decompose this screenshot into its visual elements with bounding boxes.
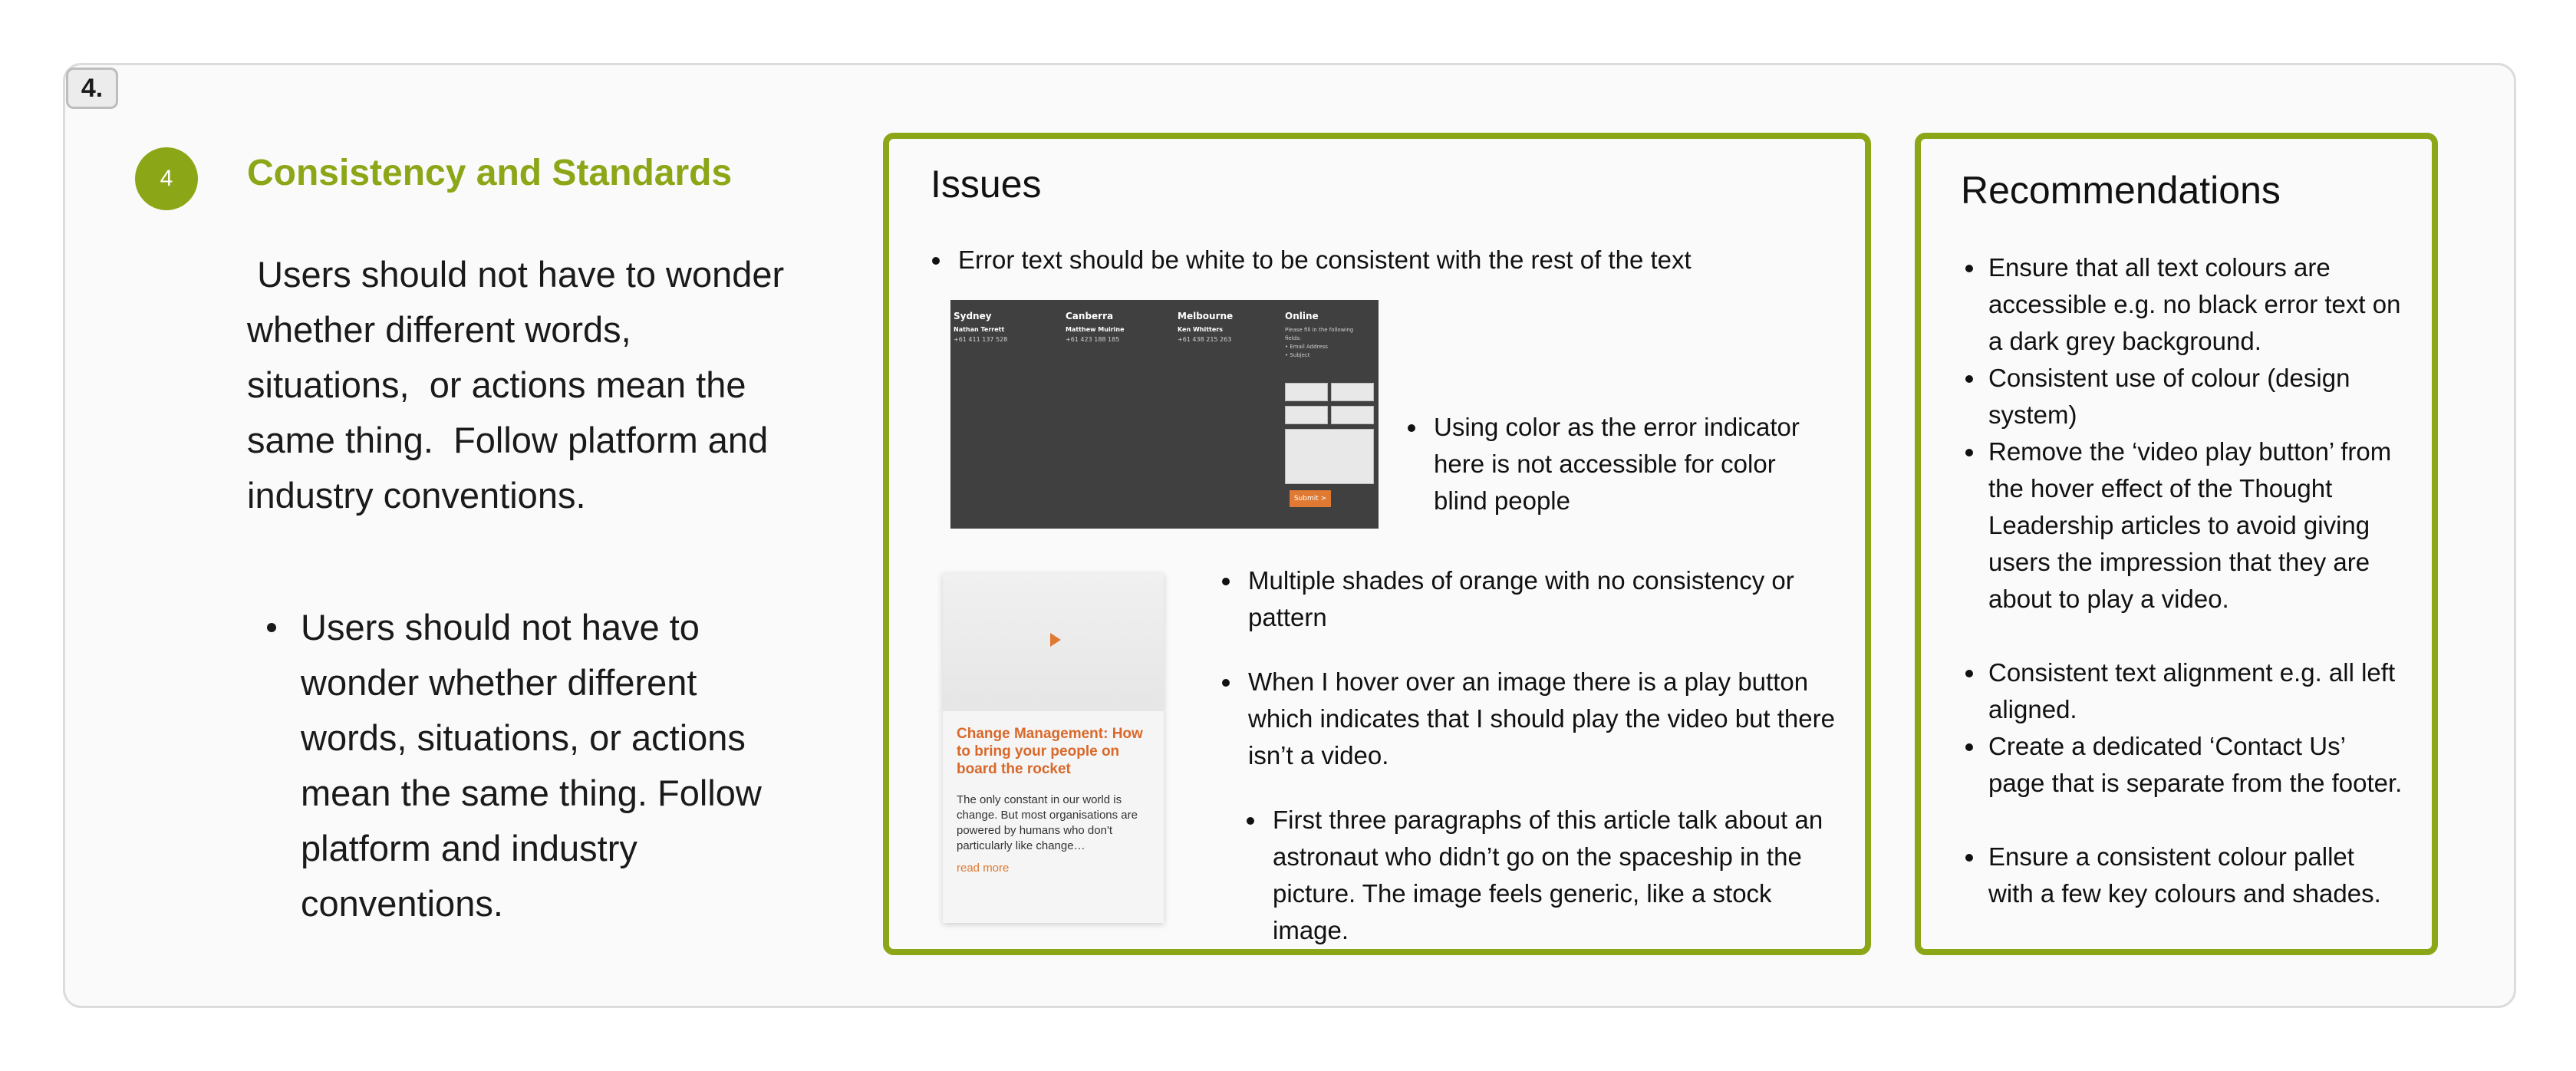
- footer-column-sydney: [954, 311, 1061, 343]
- recommendation-item: Ensure a consistent colour pallet with a few key colours and shades.: [1988, 839, 2403, 912]
- slide-number-badge: 4.: [66, 68, 118, 109]
- heuristic-number-badge: 4: [135, 147, 198, 210]
- footer-person: Nathan Terrett: [954, 326, 1005, 333]
- footer-online-title: Online: [1285, 311, 1319, 321]
- read-more-link[interactable]: read more: [957, 862, 1010, 875]
- footer-phone: +61 411 137 528: [954, 336, 1008, 343]
- issue-item: Using color as the error indicator here is not accessible for color blind people: [1434, 409, 1833, 519]
- play-icon: [1050, 633, 1061, 647]
- footer-submit-button[interactable]: Submit >: [1290, 490, 1331, 507]
- footer-online-note: Please fill in the following fields: • Email Address • Subject: [1285, 327, 1354, 358]
- footer-city: Sydney: [954, 311, 992, 321]
- issue-item: First three paragraphs of this article talk about an astronaut who didn’t go on the spaceship in the picture. The image feels generic, like a stock image.: [1273, 802, 1840, 949]
- footer-name-input[interactable]: [1285, 383, 1328, 401]
- issue-item: When I hover over an image there is a play button which indicates that I should play the video but there isn’t a video.: [1248, 664, 1839, 774]
- footer-subject-input[interactable]: [1331, 406, 1374, 424]
- footer-column-canberra: [1066, 311, 1173, 343]
- recommendation-item: Remove the ‘video play button’ from the hover effect of the Thought Leadership articles to avoid giving users the impression that they are about to play a video.: [1988, 433, 2403, 618]
- issues-panel: [883, 133, 1871, 955]
- heuristic-description: Users should not have to wonder whether different words, situations, or actions mean the same thing. Follow platform and industry conventions.: [247, 254, 805, 516]
- issues-title: Issues: [931, 163, 1042, 206]
- footer-person: Matthew Muirine: [1066, 326, 1125, 333]
- footer-person: Ken Whitters: [1178, 326, 1224, 333]
- recommendations-title: Recommendations: [1961, 169, 2281, 212]
- issue-item: Error text should be white to be consistent with the rest of the text: [958, 242, 1848, 278]
- footer-phone: +61 438 215 263: [1178, 336, 1232, 343]
- footer-screenshot: [950, 300, 1379, 529]
- footer-column-melbourne: [1178, 311, 1285, 343]
- footer-phone: +61 423 188 185: [1066, 336, 1120, 343]
- recommendations-panel: [1915, 133, 2438, 955]
- footer-surname-input[interactable]: [1331, 383, 1374, 401]
- footer-email-input[interactable]: [1285, 406, 1328, 424]
- article-excerpt: The only constant in our world is change. But most organisations are powered by humans who don't particularly like change…: [957, 793, 1138, 852]
- issue-item: Multiple shades of orange with no consistency or pattern: [1248, 562, 1839, 636]
- recommendation-item: Create a dedicated ‘Contact Us’ page that is separate from the footer.: [1988, 728, 2403, 802]
- footer-message-textarea[interactable]: [1285, 429, 1374, 484]
- recommendation-item: Consistent use of colour (design system): [1988, 360, 2403, 433]
- heuristic-bullet: Users should not have to wonder whether different words, situations, or actions mean the same thing. Follow platform and industry conventions.: [267, 600, 804, 931]
- footer-city: Canberra: [1066, 311, 1114, 321]
- footer-city: Melbourne: [1178, 311, 1234, 321]
- article-title[interactable]: Change Management: How to bring your people on board the rocket: [957, 726, 1143, 777]
- recommendation-item: Ensure that all text colours are accessible e.g. no black error text on a dark grey background.: [1988, 249, 2403, 360]
- article-card[interactable]: [943, 573, 1164, 923]
- recommendation-item: Consistent text alignment e.g. all left aligned.: [1988, 654, 2403, 728]
- heuristic-bullet-list: [267, 600, 804, 931]
- heuristic-title: Consistency and Standards: [247, 153, 733, 193]
